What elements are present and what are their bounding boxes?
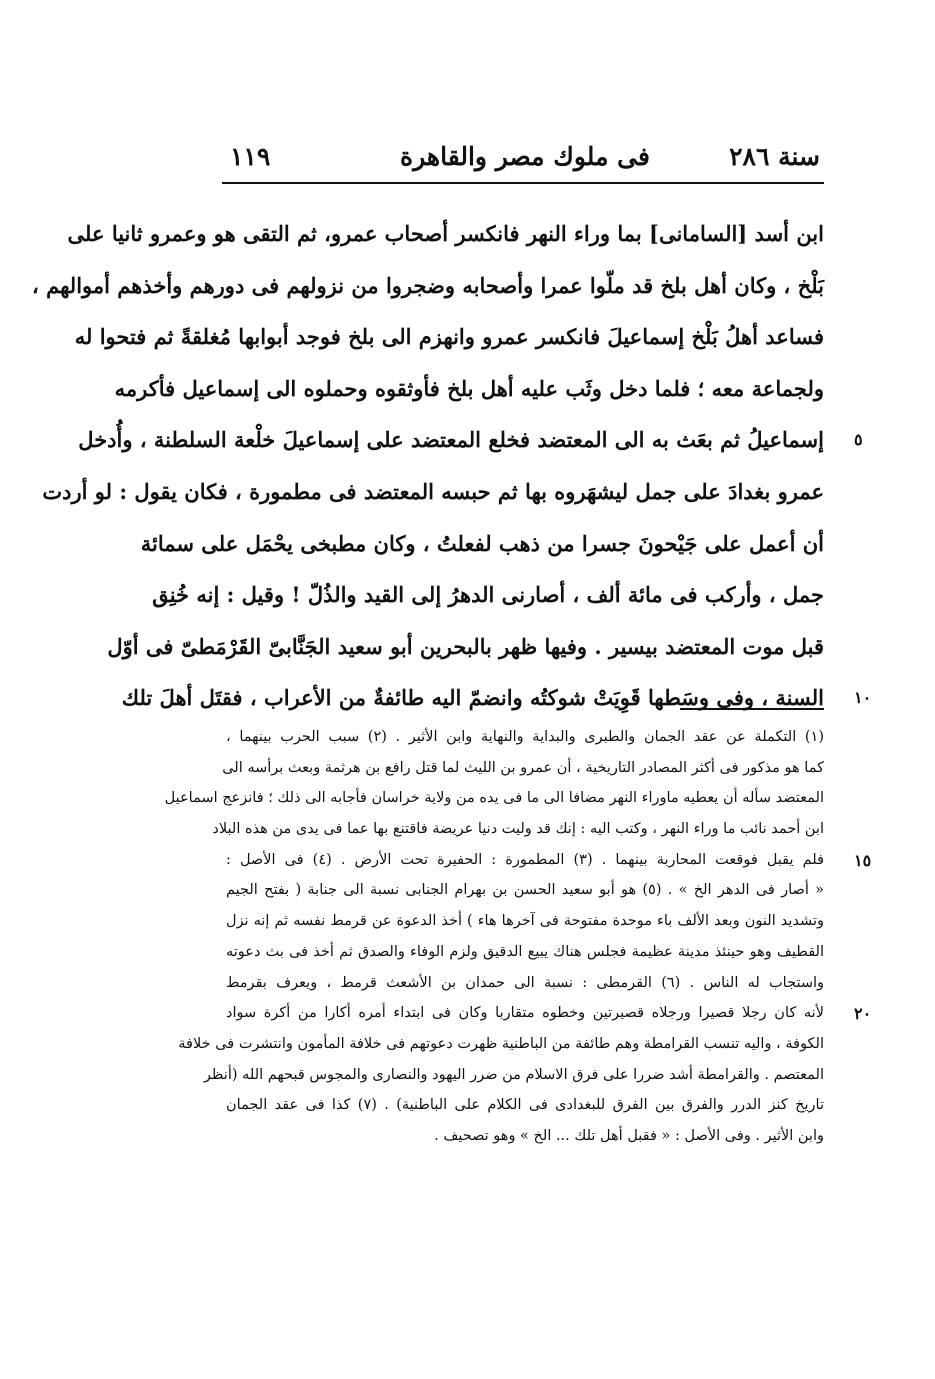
- header-rule: [222, 182, 824, 184]
- page-header: [226, 138, 824, 182]
- footnote-line: (١) التكملة عن عقد الجمان والطبرى والبداية والنهاية وابن الأثير . (٢) سبب الحرب بينهما ،: [226, 729, 824, 745]
- text-line: السنة ، وفى وسَطها قَوِيَتْ شوكتُه وانضمّ اليه طائفةٌ من الأعراب ، فقتَل أهلَ تلك: [121, 685, 824, 711]
- footnote-line: القطيف وهو حينئذ مدينة عظيمة فجلس هناك يبيع الدقيق ولزم الوفاء والصدق ثم أخذ فى بث دعوته: [226, 943, 824, 960]
- main-text: [32, 208, 824, 724]
- text-line: ولجماعة معه ؛ فلما دخل وثَب عليه أهل بلخ فأوثقوه وحملوه الى إسماعيل فأكرمه: [114, 375, 824, 401]
- line-number: ٥: [854, 430, 863, 450]
- text-line: قبل موت المعتضد بيسير . وفيها ظهر بالبحرين أبو سعيد الجَنَّابىّ القَرْمَطىّ فى أوّل: [107, 633, 824, 659]
- line-number: ٢٠: [854, 1004, 872, 1024]
- header-year: سنة ٢٨٦: [729, 142, 820, 171]
- line-number: ١٠: [854, 688, 872, 708]
- text-line: إسماعيلُ ثم بعَث به الى المعتضد فخلع المعتضد على إسماعيلَ خلْعة السلطنة ، وأُدخل: [78, 427, 824, 453]
- footnote-line: وابن الأثير . وفى الأصل : « فقبل أهل تلك ... الخ » وهو تصحيف .: [434, 1127, 824, 1144]
- text-line: ابن أسد [السامانى] بما وراء النهر فانكسر أصحاب عمرو، ثم التقى هو وعمرو ثانيا على: [67, 221, 824, 246]
- footnote-line: كما هو مذكور فى أكثر المصادر التاريخية ، أن عمرو بن الليث لما قتل رافع بن هرثمة وبعث برأسه الى: [222, 759, 824, 776]
- text-line: بَلْخ ، وكان أهل بلخ قد ملّوا عمرا وأصحابه وضجروا من نزولهم فى دورهم وأخذهم أموالهم ،: [32, 272, 824, 298]
- footnote-line: لأنه كان رجلا قصيرا ورجلاه قصيرتين وخطوه متقاربا وكان فى ابتداء أمره أكارا من أكرة سواد: [226, 1005, 824, 1022]
- header-title: فى ملوك مصر والقاهرة: [400, 142, 650, 171]
- page-number: ١١٩: [230, 142, 271, 171]
- footnote-separator: [680, 708, 824, 710]
- footnote-line: تاريخ كنز الدرر والفرق بين الفرق للبغدادى فى الكلام على الباطنية) . (٧) كذا فى عقد الجمان: [226, 1097, 824, 1114]
- footnotes: [164, 722, 824, 1152]
- footnote-line: المعتضد سأله أن يعطيه ماوراء النهر مضافا الى ما فى يده من ولاية خراسان فأجابه الى ذلك ؛ فانزعج اسماعيل: [164, 790, 824, 807]
- footnote-line: ابن أحمد نائب ما وراء النهر ، وكتب اليه : إنك قد وليت دنيا عريضة فاقتنع بها عما فى يدى من هذه البلاد: [212, 821, 824, 838]
- footnote-line: فلم يقبل فوقعت المحاربة بينهما . (٣) المطمورة : الحفيرة تحت الأرض . (٤) فى الأصل :: [226, 851, 824, 868]
- footnote-line: وتشديد النون وبعد الألف باء موحدة مفتوحة فى آخرها هاء ) أخذ الدعوة عن قرمط نفسه ثم إنه نزل: [226, 913, 824, 930]
- footnote-line: واستجاب له الناس . (٦) القرمطى : نسبة الى حمدان بن الأشعث قرمط ، ويعرف بقرمط: [226, 974, 824, 991]
- line-number: ١٥: [854, 850, 872, 870]
- footnote-line: الكوفة ، واليه تنسب القرامطة وهم طائفة من الباطنية ظهرت دعوتهم فى خلافة المأمون وانتشرت فى خلافة: [178, 1035, 824, 1052]
- text-line: فساعد أهلُ بَلْخ إسماعيلَ فانكسر عمرو وانهزم الى بلخ فوجد أبوابها مُغلقةً ثم فتحوا له: [74, 324, 824, 350]
- footnote-line: المعتصم . والقرامطة أشد ضررا على فرق الاسلام من ضرر اليهود والنصارى والمجوس قبحهم الله (أنظر: [203, 1066, 824, 1083]
- text-line: عمرو بغدادَ على جمل ليشهَروه بها ثم حبسه المعتضد فى مطمورة ، فكان يقول : لو أردت: [42, 478, 824, 504]
- text-line: أن أعمل على جَيْحونَ جسرا من ذهب لفعلتُ ، وكان مطبخى يحْمَل على سمائة: [140, 530, 824, 556]
- footnote-line: « أصار فى الدهر الخ » . (٥) هو أبو سعيد الحسن بن بهرام الجنابى نسبة الى جنابة ( بفتح الجيم: [226, 882, 824, 899]
- text-line: جمل ، وأركب فى مائة ألف ، أصارنى الدهرُ إلى القيد والذُلّ ! وقيل : إنه خُنِق: [152, 582, 824, 608]
